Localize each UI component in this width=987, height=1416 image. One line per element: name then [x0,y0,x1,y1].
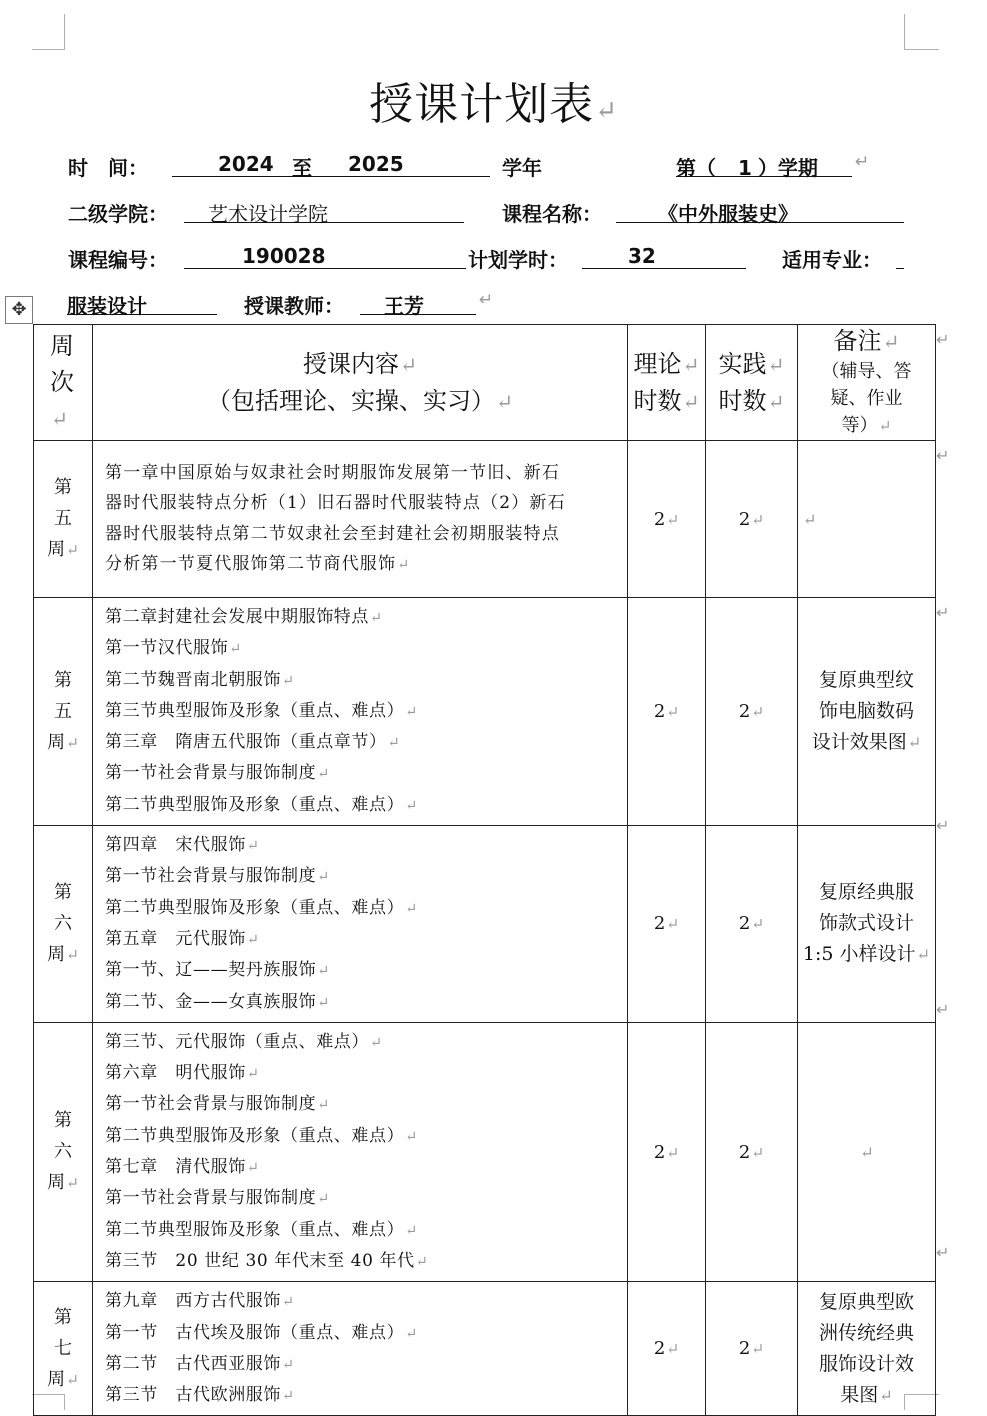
theory-hours-cell: 2↵ [628,441,706,598]
practice-hours-cell: 2↵ [706,1282,798,1416]
planned-hours-field[interactable] [582,244,746,269]
info-row-code [0,244,987,272]
content-line: 第六章 明代服饰↵ [105,1063,260,1084]
year-to: 至 [292,156,312,180]
row-end-mark-icon: ↵ [936,1243,950,1262]
teacher-field[interactable] [360,290,476,318]
header-theory-hours: 理论↵ 时数↵ [628,325,706,441]
week-char: 第 [54,477,72,498]
week-cell: 第 五 周↵ [34,441,93,598]
content-cell [93,441,628,598]
notes-cell: 复原典型欧 洲传统经典 服饰设计效 果图↵ [798,1282,936,1416]
theory-hours-cell: 2↵ [628,826,706,1023]
paragraph-mark-icon: ↵ [595,96,618,126]
content-line: 第三章 隋唐五代服饰（重点章节）↵ [105,732,401,753]
lesson-plan-table [33,324,936,1416]
info-row-time [0,152,987,180]
year-start: 2024 [218,152,274,176]
header-content: 授课内容↵ （包括理论、实操、实习）↵ [93,325,628,441]
content-line: 第二章封建社会发展中期服饰特点↵ [105,607,383,627]
content-line: 第二节、金——女真族服饰↵ [105,991,330,1012]
practice-hours-cell: 2↵ [706,1022,798,1281]
notes-cell: ↵ [798,1022,936,1281]
table-row [34,1022,936,1281]
week-char: 第 [54,881,72,903]
content-line: 第二节典型服饰及形象（重点、难点）↵ [105,794,418,815]
content-line: 第二节 古代西亚服饰↵ [105,1353,295,1374]
year-end: 2025 [348,152,404,176]
table-header-row [34,325,936,441]
row-end-mark-icon: ↵ [936,1000,950,1019]
paragraph-mark-icon: ↵ [479,290,494,310]
content-line: 第四章 宋代服饰↵ [105,835,260,856]
paragraph-mark-icon: ↵ [855,152,870,172]
course-name-value: 《中外服装史》 [658,202,798,226]
week-char: 六 [54,1141,72,1163]
week-char: 七 [54,1337,72,1359]
notes-cell: ↵ [798,441,936,598]
table-row [34,441,936,598]
planned-hours-value: 32 [628,244,656,268]
week-cell: 第 七 周↵ [34,1282,93,1416]
content-cell [93,598,628,826]
content-line: 第一节社会背景与服饰制度↵ [105,866,330,887]
row-end-mark-icon: ↵ [936,330,950,349]
content-line: 第一节汉代服饰↵ [105,638,242,659]
content-line: 第一章中国原始与奴隶社会时期服饰发展第一节旧、新石 [105,462,560,483]
content-line: 第二节典型服饰及形象（重点、难点）↵ [105,1125,418,1146]
content-cell [93,826,628,1023]
header-notes: 备注↵ （辅导、答 疑、作业 等）↵ [798,325,936,441]
academic-year-label: 学年 [502,156,542,180]
crop-mark-top-right [904,14,939,50]
course-code-label: 课程编号： [68,248,168,272]
semester-suffix: ）学期 [757,156,818,180]
content-line: 第一节 古代埃及服饰（重点、难点）↵ [105,1322,418,1343]
college-field[interactable] [184,198,464,226]
theory-hours-cell: 2↵ [628,1282,706,1416]
major-field[interactable] [67,290,217,318]
major-value: 服装设计 [67,294,147,318]
content-line: 第三节典型服饰及形象（重点、难点）↵ [105,700,418,721]
planned-hours-label: 计划学时： [468,248,568,272]
week-cell: 第 六 周↵ [34,1022,93,1281]
college-label: 二级学院： [68,202,168,226]
row-end-mark-icon: ↵ [936,446,950,465]
content-line: 器时代服装特点分析（1）旧石器时代服装特点（2）新石 [105,493,566,514]
time-label: 时 间： [68,156,148,180]
header-week: 周 次↵ [34,325,93,441]
course-name-label: 课程名称： [502,202,602,226]
info-row-major [0,290,987,318]
notes-line: 复原经典服 [818,881,914,904]
week-char: 第 [54,1306,72,1328]
major-field-start[interactable] [896,244,904,269]
college-value: 艺术设计学院 [208,202,328,226]
practice-hours-cell: 2↵ [706,826,798,1023]
week-char: 周 [47,1172,66,1194]
teacher-label: 授课教师： [244,294,344,318]
crop-mark-top-left [32,14,65,50]
theory-hours-cell: 2↵ [628,1022,706,1281]
teacher-value: 王芳 [384,294,424,318]
major-label: 适用专业： [782,248,882,272]
notes-line: 服饰设计效 [818,1352,914,1375]
notes-line: 洲传统经典 [818,1321,914,1344]
semester-prefix: 第（ [676,156,716,180]
semester-value: 1 [738,156,752,180]
week-char: 五 [54,508,72,529]
content-line: 第一节社会背景与服饰制度↵ [105,1188,330,1209]
content-line: 第一节社会背景与服饰制度↵ [105,763,330,784]
content-line: 第二节典型服饰及形象（重点、难点）↵ [105,897,418,918]
header-practice-hours: 实践↵ 时数↵ [706,325,798,441]
notes-line: 饰款式设计 [818,912,914,935]
notes-line: 1:5 小样设计 [802,943,916,966]
practice-hours-cell: 2↵ [706,441,798,598]
week-char: 五 [54,700,72,722]
course-code-field[interactable] [184,244,466,269]
week-char: 周 [47,731,66,753]
course-name-field[interactable] [616,198,904,226]
title-text: 授课计划表 [369,79,595,130]
practice-hours-cell: 2↵ [706,598,798,826]
notes-line: 果图 [840,1383,879,1406]
row-end-mark-icon: ↵ [936,603,950,622]
notes-cell: 复原典型纹 饰电脑数码 设计效果图↵ [798,598,936,826]
week-char: 周 [47,1368,66,1390]
content-line: 第五章 元代服饰↵ [105,928,260,949]
week-char: 周 [47,539,66,560]
content-line: 第一节社会背景与服饰制度↵ [105,1094,330,1115]
row-end-mark-icon: ↵ [936,816,950,835]
content-line: 第三节 古代欧洲服饰↵ [105,1385,295,1406]
week-char: 第 [54,669,72,691]
content-line: 分析第一节夏代服饰第二节商代服饰↵ [105,553,411,574]
notes-line: 设计效果图 [811,731,907,754]
table-row [34,1282,936,1416]
week-cell: 第 五 周↵ [34,598,93,826]
page-title [0,68,987,132]
content-line: 第三节、元代服饰（重点、难点）↵ [105,1031,383,1052]
week-char: 第 [54,1110,72,1132]
content-line: 第一节、辽——契丹族服饰↵ [105,960,330,981]
year-range-field[interactable] [172,152,490,180]
content-line: 第三节 20 世纪 30 年代末至 40 年代↵ [105,1250,429,1271]
notes-line: 饰电脑数码 [818,700,914,723]
notes-cell: 复原经典服 饰款式设计 1:5 小样设计↵ [798,826,936,1023]
content-cell [93,1022,628,1281]
info-row-college [0,198,987,226]
week-char: 周 [47,943,66,965]
week-cell: 第 六 周↵ [34,826,93,1023]
theory-hours-cell: 2↵ [628,598,706,826]
table-row [34,598,936,826]
week-char: 六 [54,912,72,934]
content-cell [93,1282,628,1416]
table-move-handle-icon[interactable]: ✥ [5,296,33,324]
content-line: 第七章 清代服饰↵ [105,1157,260,1178]
semester-field[interactable] [676,152,852,180]
content-line: 器时代服装特点第二节奴隶社会至封建社会初期服装特点 [105,523,560,544]
content-line: 第二节魏晋南北朝服饰↵ [105,669,295,690]
table-row [34,826,936,1023]
content-line: 第二节典型服饰及形象（重点、难点）↵ [105,1219,418,1240]
notes-line: 复原典型纹 [818,669,914,692]
course-code-value: 190028 [242,244,326,268]
notes-line: 复原典型欧 [818,1290,914,1313]
content-line: 第九章 西方古代服饰↵ [105,1291,295,1312]
